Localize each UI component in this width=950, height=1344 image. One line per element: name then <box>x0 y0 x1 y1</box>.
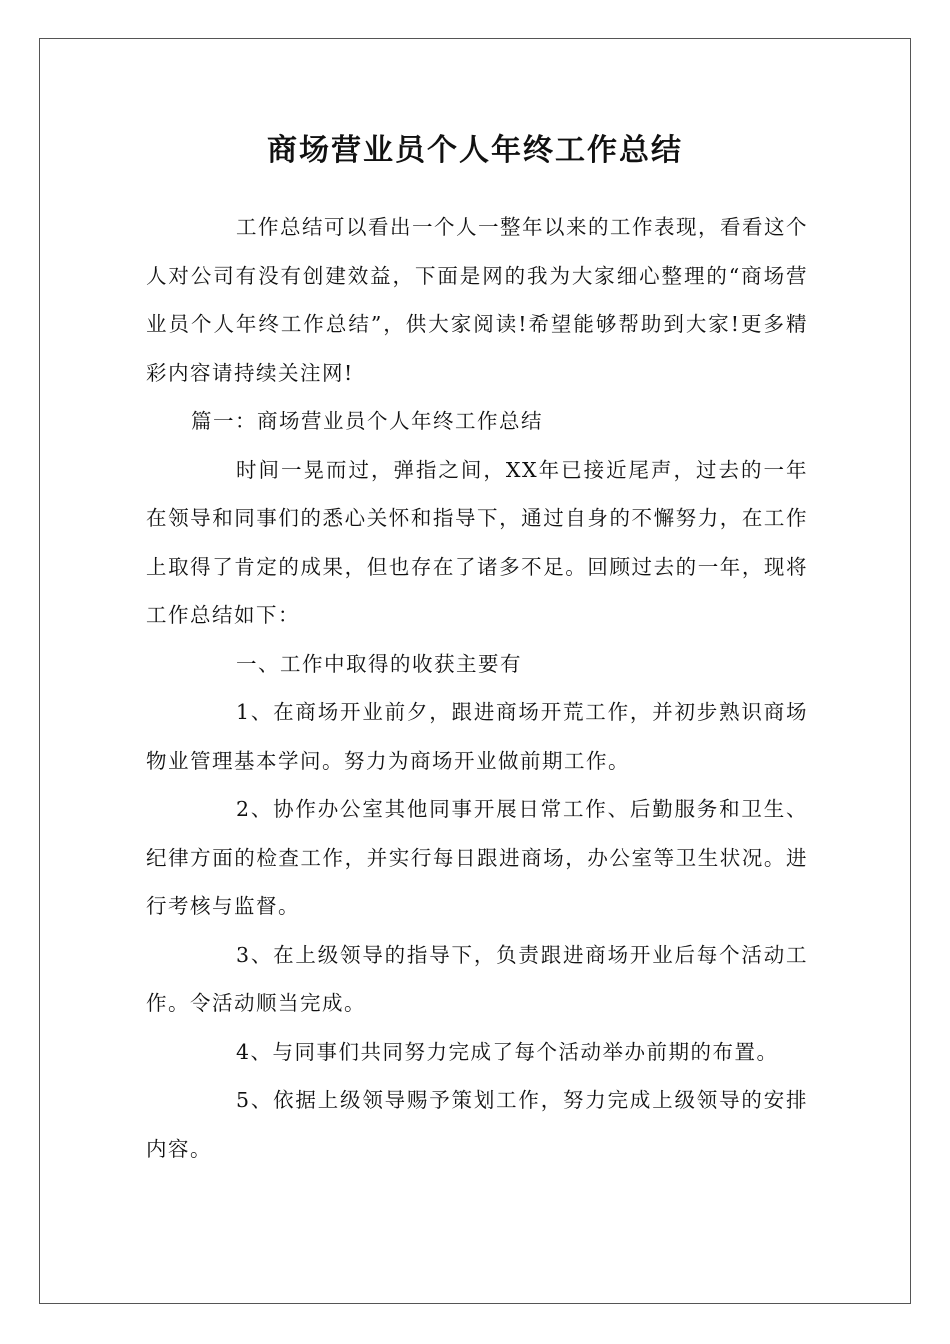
opening-paragraph: 时间一晃而过，弹指之间，XX年已接近尾声，过去的一年在领导和同事们的悉心关怀和指导下，通过自身的不懈努力，在工作上取得了肯定的成果，但也存在了诸多不足。回顾过去的一年，现将工作总结如下： <box>146 457 808 627</box>
document-body <box>146 203 808 1173</box>
intro-paragraph: 工作总结可以看出一个人一整年以来的工作表现，看看这个人对公司有没有创建效益，下面是网的我为大家细心整理的“商场营业员个人年终工作总结”，供大家阅读!希望能够帮助到大家!更多精彩内容请持续关注网! <box>146 215 808 385</box>
subsection-heading: 一、工作中取得的收获主要有 <box>236 651 522 676</box>
list-item: 1、在商场开业前夕，跟进商场开荒工作，并初步熟识商场物业管理基本学问。努力为商场开业做前期工作。 <box>146 700 808 773</box>
list-item: 2、协作办公室其他同事开展日常工作、后勤服务和卫生、纪律方面的检查工作，并实行每日跟进商场，办公室等卫生状况。进行考核与监督。 <box>146 797 808 918</box>
document-title: 商场营业员个人年终工作总结 <box>267 133 683 168</box>
list-item: 3、在上级领导的指导下，负责跟进商场开业后每个活动工作。令活动顺当完成。 <box>146 942 808 1015</box>
list-item: 5、依据上级领导赐予策划工作，努力完成上级领导的安排内容。 <box>146 1088 808 1161</box>
list-item: 4、与同事们共同努力完成了每个活动举办前期的布置。 <box>236 1039 779 1064</box>
section-heading: 篇一：商场营业员个人年终工作总结 <box>191 409 543 433</box>
